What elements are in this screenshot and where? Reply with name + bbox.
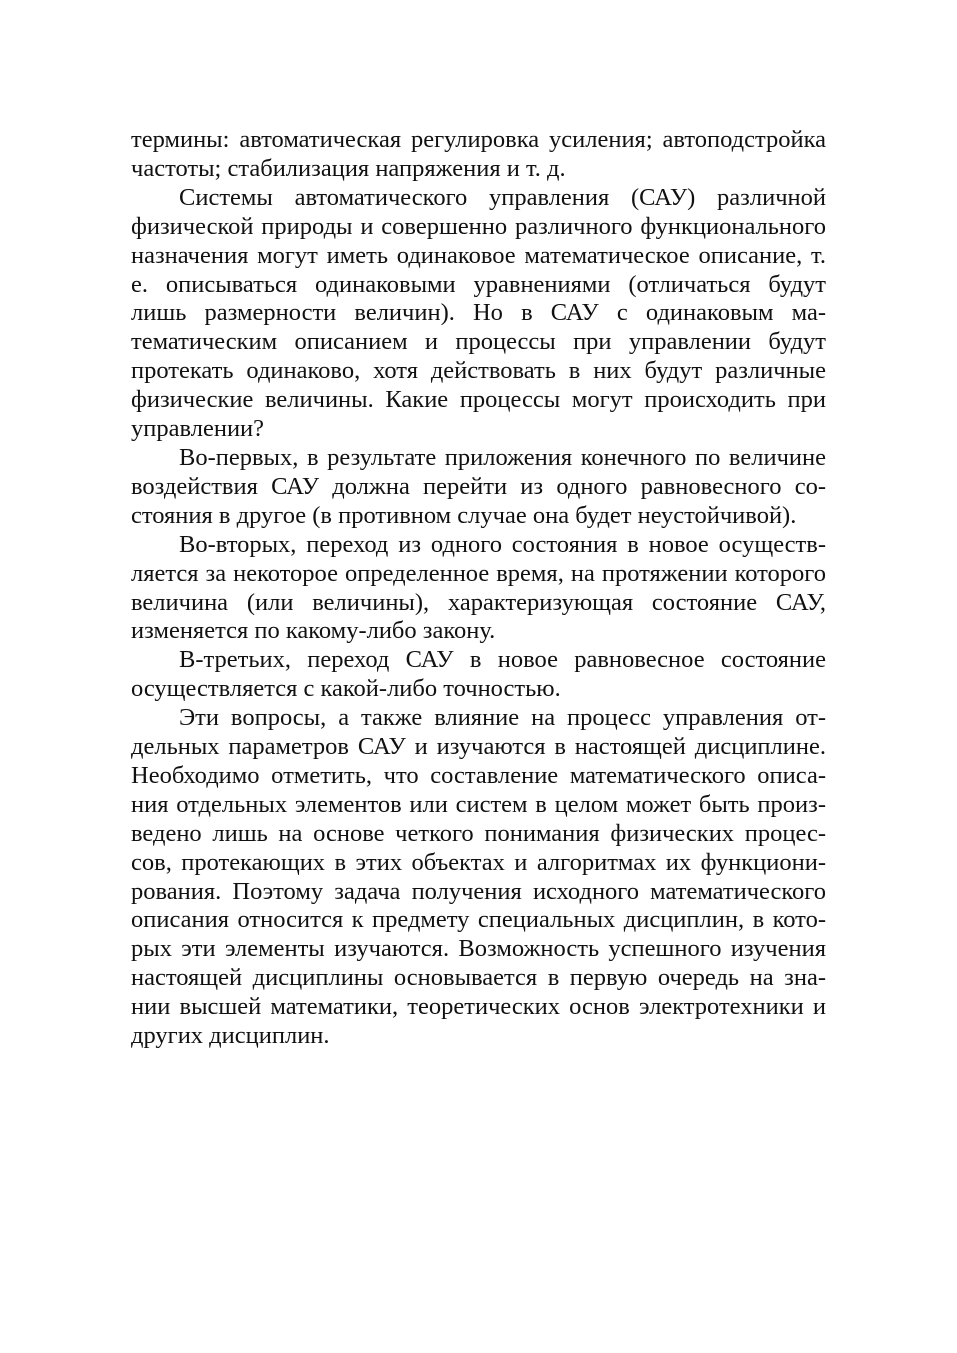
paragraph-continuation: термины: автоматическая регулировка усиления; автоподстройка частоты; стабилизация напряжения и т. д. [131,126,826,182]
paragraph-sau-description: Системы автоматического управления (САУ) различной физической природы и совершенно различного функционального назначения могут иметь одинаковое математическое описание, т. е. описываться одинаковыми уравнениями (отличаться будут лишь размерности величин). Но в САУ с одинаковым математическим описанием и процессы при управлении будут протекать одинаково, хотя действовать в них будут различные физические величины. Какие процессы могут происходить при управлении? [131,183,826,443]
paragraph-firstly: Во-первых, в результате приложения конечного по величине воздействия САУ должна перейти из одного равновесного состояния в другое (в противном случае она будет неустойчивой). [131,443,826,529]
page-body [131,126,826,1051]
paragraph-discipline: Эти вопросы, а также влияние на процесс управления отдельных параметров САУ и изучаются в настоящей дисциплине. Необходимо отметить, что составление математического описания отдельных элементов или систем в целом может быть произведено лишь на основе четкого понимания физических процессов, протекающих в этих объектах и алгоритмах их функционирования. Поэтому задача получения исходного математического описания относится к предмету специальных дисциплин, в которых эти элементы изучаются. Возможность успешного изучения настоящей дисциплины основывается в первую очередь на знании высшей математики, теоретических основ электротехники и других дисциплин. [131,704,826,1050]
paragraph-thirdly: В-третьих, переход САУ в новое равновесное состояние осуществляется с какой-либо точностью. [131,646,826,703]
paragraph-secondly: Во-вторых, переход из одного состояния в новое осуществляется за некоторое определенное время, на протяжении которого величина (или величины), характеризующая состояние САУ, изменяется по какому-либо закону. [131,530,826,645]
